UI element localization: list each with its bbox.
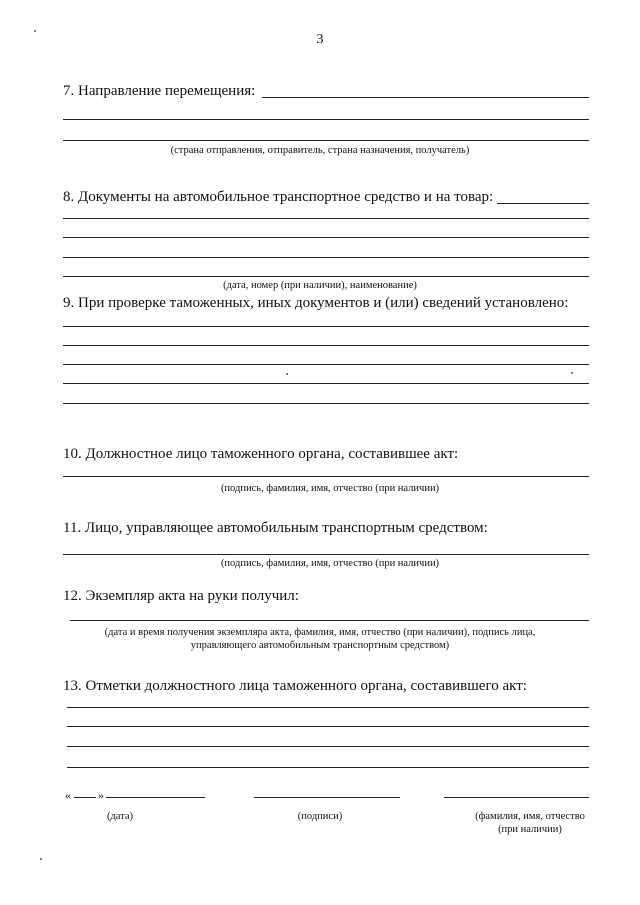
section-11-heading: 11. Лицо, управляющее автомобильным транспортным средством: (63, 520, 488, 536)
scan-speck (34, 30, 36, 32)
section-7-heading: 7. Направление перемещения: (63, 83, 256, 99)
section-10-fill-line[interactable] (63, 476, 589, 477)
section-9-heading: 9. При проверке таможенных, иных документов и (или) сведений установлено: (63, 295, 569, 311)
signatures-label: (подписи) (297, 811, 343, 822)
section-7-fill-line-1[interactable] (262, 97, 589, 98)
section-13-fill-line-3[interactable] (67, 746, 589, 747)
section-9-fill-line-2[interactable] (63, 345, 589, 346)
full-name-label-line-1: (фамилия, имя, отчество (475, 811, 585, 822)
section-8-fill-line-4[interactable] (63, 257, 589, 258)
section-10-heading: 10. Должностное лицо таможенного органа, составившее акт: (63, 446, 459, 462)
section-12-caption-line-2: управляющего автомобильным транспортным средством) (190, 640, 450, 651)
section-12-caption-line-1: (дата и время получения экземпляра акта, фамилия, имя, отчество (при наличии), подпись лица, (104, 627, 536, 638)
section-13-fill-line-2[interactable] (67, 726, 589, 727)
scan-speck (571, 372, 573, 374)
section-8-fill-line-2[interactable] (63, 218, 589, 219)
date-quote-close: » (98, 788, 104, 802)
scan-speck (40, 858, 42, 860)
section-8-fill-line-5[interactable] (63, 276, 589, 277)
section-7-fill-line-3[interactable] (63, 140, 589, 141)
signatures-line[interactable] (254, 797, 400, 798)
page-number: 3 (316, 32, 324, 47)
section-7-caption: (страна отправления, отправитель, страна назначения, получатель) (170, 145, 470, 156)
full-name-line[interactable] (444, 797, 589, 798)
section-8-fill-line-1[interactable] (497, 203, 589, 204)
date-day-line[interactable] (74, 797, 96, 798)
section-13-fill-line-1[interactable] (67, 707, 589, 708)
section-10-caption: (подпись, фамилия, имя, отчество (при наличии) (220, 483, 440, 494)
section-9-fill-line-4[interactable] (63, 383, 589, 384)
date-label: (дата) (106, 811, 134, 822)
section-13-heading: 13. Отметки должностного лица таможенного органа, составившего акт: (63, 678, 527, 694)
section-13-fill-line-4[interactable] (67, 767, 589, 768)
section-9-fill-line-1[interactable] (63, 326, 589, 327)
full-name-label-line-2: (при наличии) (498, 824, 562, 835)
section-11-fill-line[interactable] (63, 554, 589, 555)
section-12-heading: 12. Экземпляр акта на руки получил: (63, 588, 299, 604)
section-7-fill-line-2[interactable] (63, 119, 589, 120)
section-8-caption: (дата, номер (при наличии), наименование) (223, 280, 417, 291)
section-9-fill-line-5[interactable] (63, 403, 589, 404)
scan-speck (286, 373, 288, 375)
section-8-fill-line-3[interactable] (63, 237, 589, 238)
date-month-line[interactable] (106, 797, 205, 798)
section-12-fill-line[interactable] (70, 620, 589, 621)
section-11-caption: (подпись, фамилия, имя, отчество (при наличии) (220, 558, 440, 569)
date-quote-open: « (65, 788, 71, 802)
section-8-heading: 8. Документы на автомобильное транспортное средство и на товар: (63, 189, 494, 205)
section-9-fill-line-3[interactable] (63, 364, 589, 365)
